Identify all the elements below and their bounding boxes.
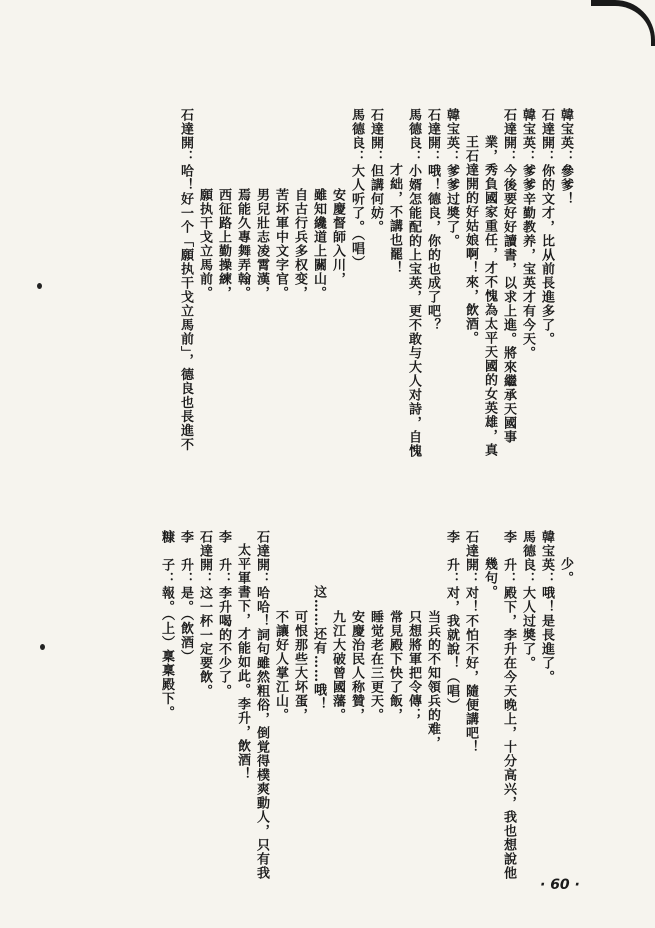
dialogue-line: 石達開：这一杯一定要飲。 bbox=[197, 530, 212, 698]
dialogue-line: 石達開：哈！好一个「願执干戈立馬前」，德良也長進不 bbox=[178, 108, 193, 452]
dialogue-line: 石達開：但講何妨。 bbox=[368, 108, 383, 234]
upper-text-block bbox=[176, 108, 575, 458]
dialogue-line: 李 升：李升喝的不少了。 bbox=[216, 530, 231, 698]
verse-line: 九江大破曾國藩。 bbox=[330, 610, 345, 722]
dialogue-line: 石達開：今後要好好讀書，以求上進。將來繼承天國事 bbox=[501, 108, 516, 444]
verse-line: 自古行兵多权变， bbox=[292, 188, 307, 300]
dialogue-line: 韓宝英：參爹！ bbox=[558, 108, 573, 206]
verse-line: 可恨那些大坏蛋， bbox=[292, 610, 307, 722]
dialogue-line: 李 升：对，我就說！（唱） bbox=[444, 530, 459, 712]
page-corner-fold bbox=[591, 0, 655, 46]
verse-line: 西征路上勤操練， bbox=[216, 188, 231, 300]
dialogue-line: 韓宝英：爹爹辛勤教养，宝英才有今天。 bbox=[520, 108, 535, 360]
verse-line: 只想將軍把令傳； bbox=[406, 610, 421, 722]
verse-line: 安慶治民人称贊， bbox=[349, 610, 364, 722]
verse-line: 当兵的不知領兵的难， bbox=[425, 610, 440, 750]
lower-text-block bbox=[157, 530, 575, 880]
verse-line: 苦坏軍中文字官。 bbox=[273, 188, 288, 300]
dialogue-line: 少。 bbox=[558, 557, 573, 585]
dialogue-line: 石達開：哈哈！詞句雖然粗俗，倒覚得樸爽動人，只有我 bbox=[254, 530, 269, 880]
verse-line: 睡觉老在三更天。 bbox=[368, 610, 383, 722]
dialogue-line: 韓宝英：哦！是長進了。 bbox=[539, 530, 554, 684]
dialogue-line: 業，秀負國家重任，才不愧為太平天國的女英雄，真 bbox=[482, 135, 497, 457]
dialogue-line: 馬德良：大人过奬了。 bbox=[520, 530, 535, 670]
dialogue-line: 王石達開的好姑娘啊！來，飲酒。 bbox=[463, 135, 478, 345]
dialogue-line: 馬德良：小婿怎能配的上宝英，更不敢与大人对詩，自愧 bbox=[406, 108, 421, 458]
verse-line: 願执干戈立馬前。 bbox=[197, 188, 212, 300]
dialogue-line: 太平軍書下，才能如此。李升，飲酒！ bbox=[235, 543, 250, 781]
binding-hole-mark bbox=[40, 644, 45, 650]
verse-line: 不讓好人掌江山。 bbox=[273, 610, 288, 722]
dialogue-line: 石達開：哦！德良，你的也成了吧？ bbox=[425, 108, 440, 332]
verse-line: 常見殿下快了飯， bbox=[387, 610, 402, 722]
verse-line: 男兒壯志凌霄漢， bbox=[254, 188, 269, 300]
dialogue-line: 石達開：你的文才，比从前長進多了。 bbox=[539, 108, 554, 346]
dialogue-line: 韓宝英：爹爹过奬了。 bbox=[444, 108, 459, 248]
dialogue-line: 李 升：殿下，李升在今天晚上，十分高兴，我也想說他 bbox=[501, 530, 516, 880]
dialogue-line: 幾句。 bbox=[482, 557, 497, 599]
dialogue-line: 糠 子：報。（上）稟稟殿下。 bbox=[159, 530, 174, 720]
dialogue-line: 馬德良：大人听了。（唱） bbox=[349, 108, 364, 270]
verse-line: 雖知纔道上關山。 bbox=[311, 188, 326, 300]
verse-line: 安慶督師入川， bbox=[330, 188, 345, 286]
page-number: · 60 · bbox=[540, 877, 580, 893]
dialogue-line: 这……还有……哦！ bbox=[311, 585, 326, 711]
dialogue-line: 石達開：对！不怕不好，隨便講吧！ bbox=[463, 530, 478, 754]
verse-line: 焉能久專舞弄翰。 bbox=[235, 188, 250, 300]
binding-hole-mark bbox=[37, 283, 42, 289]
dialogue-line: 才絀，不講也罷！ bbox=[387, 163, 402, 275]
dialogue-line: 李 升：是。（飲酒） bbox=[178, 530, 193, 664]
